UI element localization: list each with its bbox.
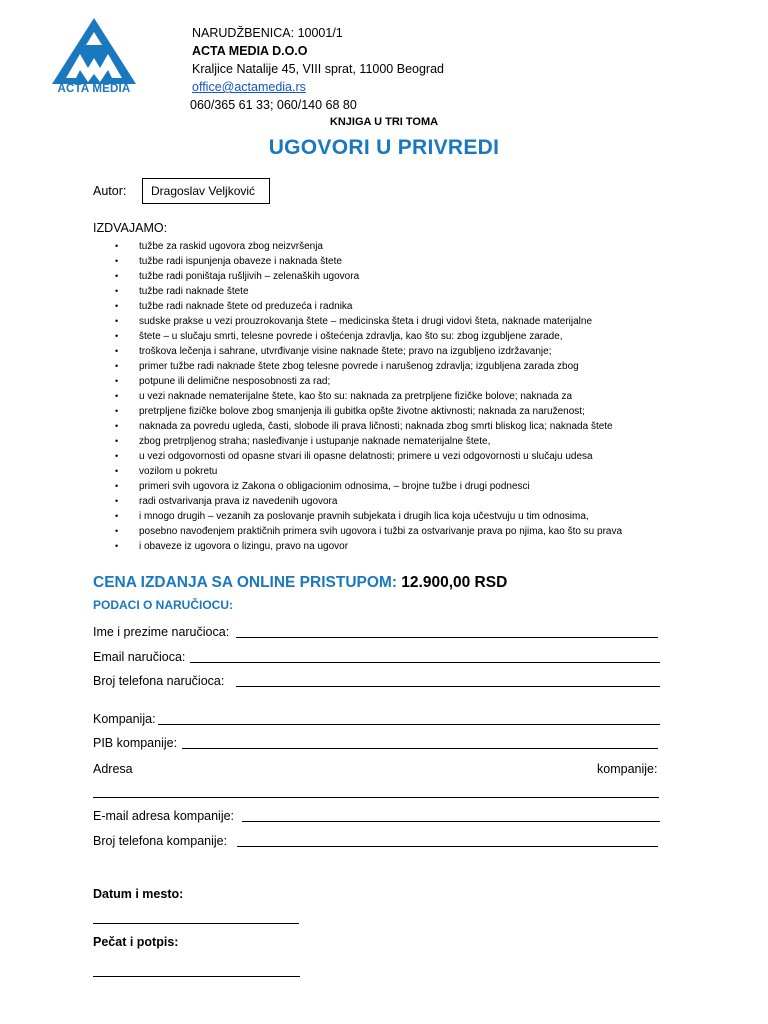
bullet-icon: • [115,361,119,371]
feature-text: i obaveze iz ugovora o lizingu, pravo na ugovor [139,541,349,552]
address-field-label-right: kompanije: [597,762,658,776]
bullet-icon: • [115,436,119,446]
feature-item [115,404,675,419]
orderer-section-title: PODACI O NARUČIOCU: [93,598,233,612]
pib-field[interactable] [182,748,658,749]
feature-text: primeri svih ugovora iz Zakona o obligacionim odnosima, – brojne tužbe i drugi podnesci [139,481,530,492]
feature-text: potpune ili delimične nesposobnosti za rad; [139,376,331,387]
bullet-icon: • [115,496,119,506]
feature-item [115,239,675,254]
company-address: Kraljice Natalije 45, VIII sprat, 11000 Beograd [192,62,444,76]
stamp-sign-label: Pečat i potpis: [93,935,179,949]
date-place-label: Datum i mesto: [93,887,184,901]
company-field[interactable] [158,724,660,725]
feature-item [115,539,675,554]
bullet-icon: • [115,481,119,491]
feature-item [115,359,675,374]
phone-field-label: Broj telefona naručioca: [93,674,225,688]
phone-field[interactable] [236,686,660,687]
feature-text: vozilom u pokretu [139,466,218,477]
address-field[interactable] [93,797,659,798]
feature-item [115,419,675,434]
feature-text: zbog pretrpljenog straha; nasleđivanje i ustupanje naknade nematerijalne štete, [139,436,491,447]
feature-item [115,449,675,464]
feature-text: troškova lečenja i sahrane, utvrđivanje visine naknade štete; pravo na izgubljeno izdržavanje; [139,346,552,357]
feature-text: primer tužbe radi naknade štete zbog telesne povrede i narušenog zdravlja; izgubljena zarada zbog [139,361,579,372]
price-label: CENA IZDANJA SA ONLINE PRISTUPOM: [93,574,397,591]
bullet-icon: • [115,376,119,386]
author-label: Autor: [93,184,127,198]
feature-item [115,314,675,329]
bullet-icon: • [115,391,119,401]
feature-text: štete – u slučaju smrti, telesne povrede i oštećenja zdravlja, kao što su: zbog izgubljene zarade, [139,331,563,342]
book-subtitle: KNJIGA U TRI TOMA [329,116,439,128]
feature-item [115,284,675,299]
bullet-icon: • [115,271,119,281]
feature-item [115,254,675,269]
bullet-icon: • [115,331,119,341]
feature-item [115,329,675,344]
feature-item [115,299,675,314]
email-field[interactable] [190,662,660,663]
name-field-label: Ime i prezime naručioca: [93,625,230,639]
feature-text: tužbe radi naknade štete [139,286,249,297]
bullet-icon: • [115,256,119,266]
bullet-icon: • [115,346,119,356]
author-box: Dragoslav Veljković [142,178,270,204]
company-email-field[interactable] [242,821,660,822]
company-email-link[interactable]: office@actamedia.rs [192,80,306,94]
bullet-icon: • [115,466,119,476]
bullet-icon: • [115,406,119,416]
company-phone-field[interactable] [237,846,658,847]
feature-item [115,389,675,404]
bullet-icon: • [115,511,119,521]
company-phones: 060/365 61 33; 060/140 68 80 [190,98,357,112]
feature-text: pretrpljene fizičke bolove zbog smanjenja ili gubitka opšte životne aktivnosti; naknada za naruženost; [139,406,585,417]
date-place-field[interactable] [93,923,299,924]
feature-text: sudske prakse u vezi prouzrokovanja štete – medicinska šteta i drugi vidovi šteta, naknade materijalne [139,316,593,327]
bullet-icon: • [115,301,119,311]
company-phone-field-label: Broj telefona kompanije: [93,834,228,848]
company-field-label: Kompanija: [93,712,156,726]
feature-item [115,374,675,389]
order-number: NARUDŽBENICA: 10001/1 [192,26,343,40]
feature-text: tužbe radi naknade štete od preduzeća i radnika [139,301,353,312]
bullet-icon: • [115,421,119,431]
bullet-icon: • [115,526,119,536]
feature-item [115,434,675,449]
feature-text: radi ostvarivanja prava iz navedenih ugovora [139,496,338,507]
company-name: ACTA MEDIA D.O.O [192,44,308,58]
feature-text: tužbe za raskid ugovora zbog neizvršenja [139,241,323,252]
feature-item [115,479,675,494]
features-list [115,239,675,554]
bullet-icon: • [115,316,119,326]
bullet-icon: • [115,541,119,551]
bullet-icon: • [115,241,119,251]
feature-text: posebno navođenjem praktičnih primera svih ugovora i tužbi za ostvarivanje prava po njima, kao što su prava [139,526,623,537]
feature-text: naknada za povredu ugleda, časti, slobode ili prava ličnosti; naknada zbog smrti bliskog lica; naknada štete [139,421,613,432]
feature-item [115,344,675,359]
stamp-sign-field[interactable] [93,976,300,977]
bullet-icon: • [115,286,119,296]
bullet-icon: • [115,451,119,461]
price-amount: 12.900,00 RSD [401,574,508,591]
book-title: UGOVORI U PRIVREDI [268,136,500,159]
feature-item [115,494,675,509]
price-line [93,574,507,592]
feature-text: u vezi naknade nematerijalne štete, kao što su: naknada za pretrpljene fizičke bolove; naknada za [139,391,573,402]
pib-field-label: PIB kompanije: [93,736,178,750]
feature-item [115,464,675,479]
address-field-label-left: Adresa [93,762,133,776]
feature-text: u vezi odgovornosti od opasne stvari ili opasne delatnosti; primere u vezi odgovornosti u slučaju udesa [139,451,593,462]
name-field[interactable] [236,637,658,638]
feature-item [115,524,675,539]
feature-text: tužbe radi ispunjenja obaveze i naknada štete [139,256,342,267]
feature-text: tužbe radi poništaja rušljivih – zelenaških ugovora [139,271,360,282]
feature-item [115,269,675,284]
company-email-field-label: E-mail adresa kompanije: [93,809,235,823]
logo-wordmark: ACTA MEDIA [57,83,131,95]
feature-item [115,509,675,524]
feature-text: i mnogo drugih – vezanih za poslovanje pravnih subjekata i drugih lica koja učestvuju u tim odnosima, [139,511,589,522]
email-field-label: Email naručioca: [93,650,186,664]
features-heading: IZDVAJAMO: [93,221,168,235]
